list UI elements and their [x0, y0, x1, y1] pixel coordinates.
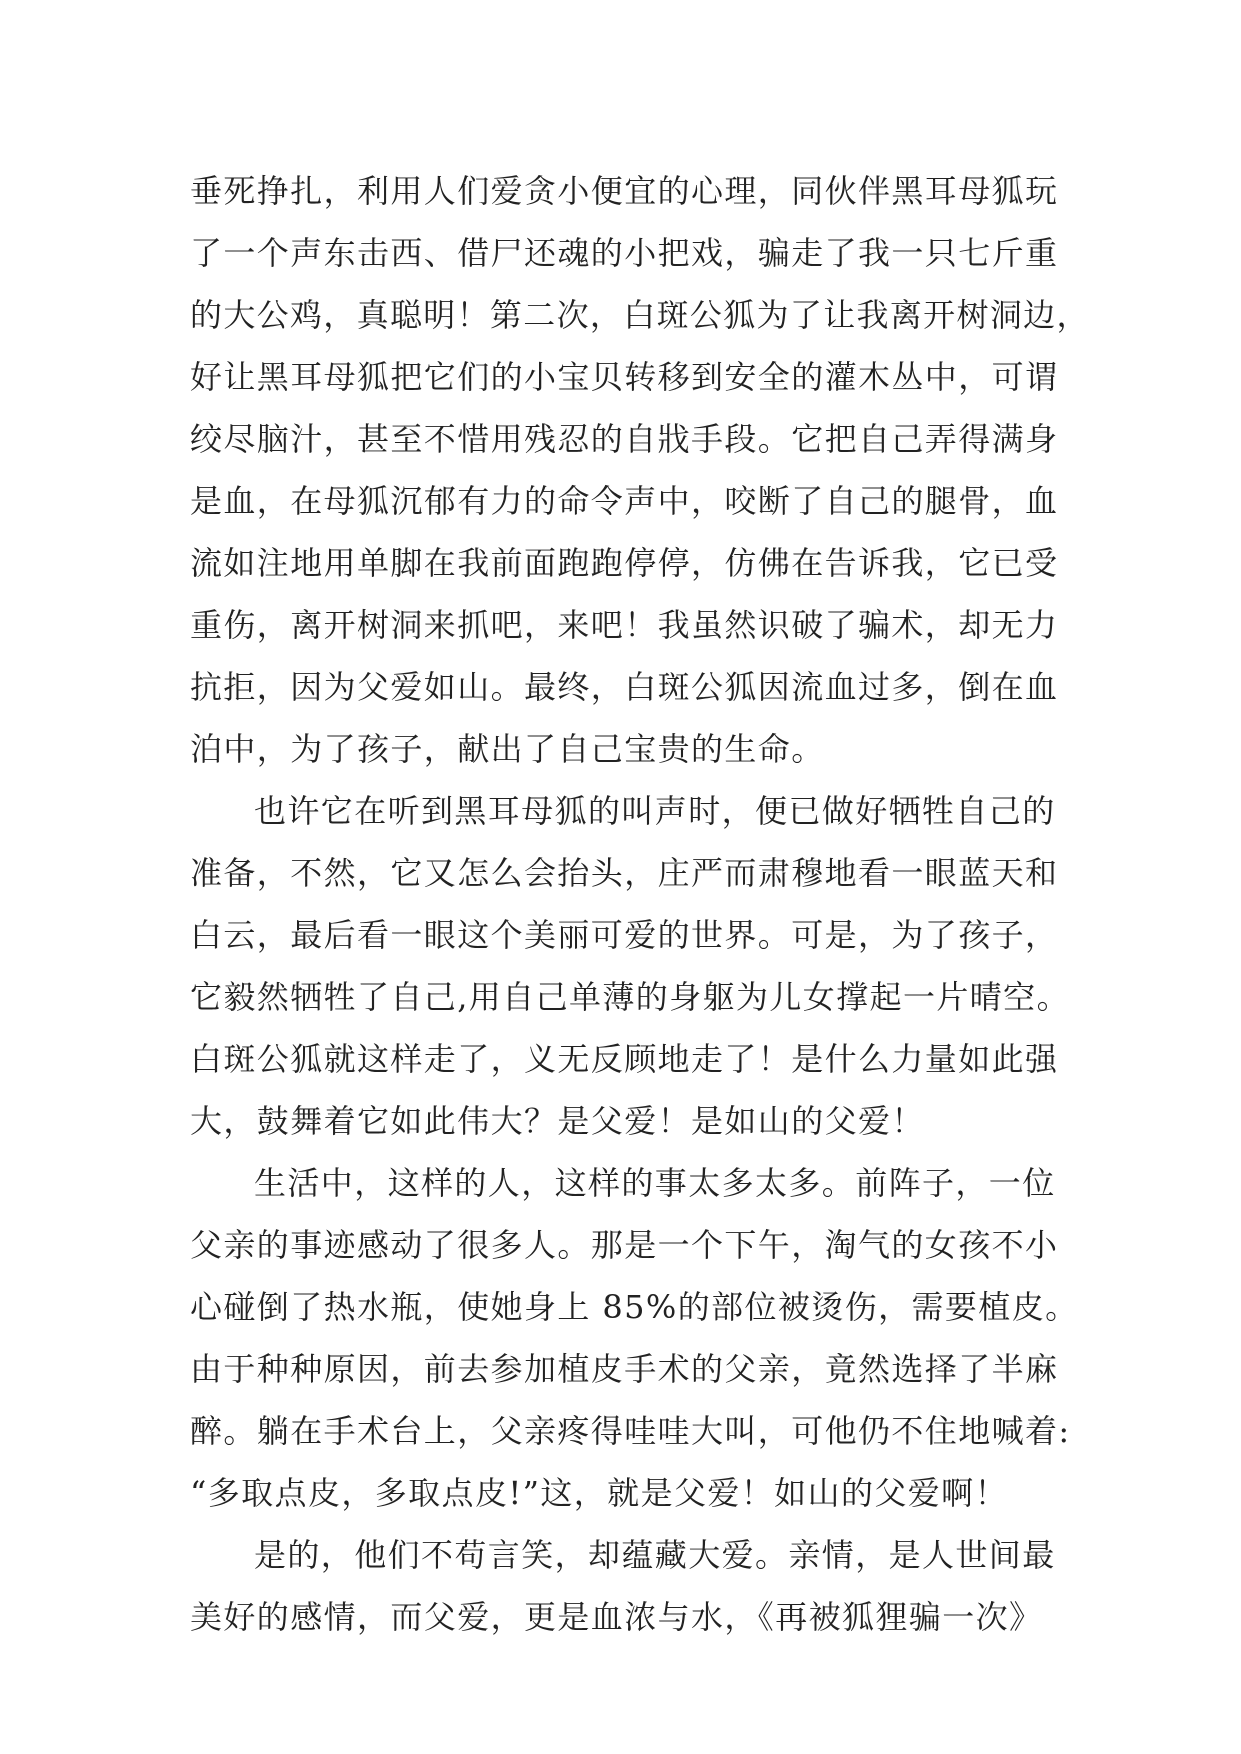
text-line: 绞尽脑汁，甚至不惜用残忍的自戕手段。它把自己弄得满身	[190, 420, 1059, 458]
text-line: 抗拒，因为父爱如山。最终，白斑公狐因流血过多，倒在血	[190, 668, 1059, 706]
text-line: 的大公鸡，真聪明！第二次，白斑公狐为了让我离开树洞边，	[190, 296, 1090, 334]
text-line: 白斑公狐就这样走了，义无反顾地走了！是什么力量如此强	[190, 1040, 1059, 1078]
text-line: “多取点皮，多取点皮!”这，就是父爱！如山的父爱啊！	[190, 1474, 1008, 1512]
text-line: 心碰倒了热水瓶，使她身上 85%的部位被烫伤，需要植皮。	[190, 1288, 1079, 1326]
text-line: 醉。躺在手术台上，父亲疼得哇哇大叫，可他仍不住地喊着:	[190, 1412, 1071, 1450]
text-line: 泊中，为了孩子，献出了自己宝贵的生命。	[190, 730, 825, 768]
text-line: 好让黑耳母狐把它们的小宝贝转移到安全的灌木丛中，可谓	[190, 358, 1059, 396]
text-line: 大，鼓舞着它如此伟大？是父爱！是如山的父爱！	[190, 1102, 925, 1140]
text-line: 了一个声东击西、借尸还魂的小把戏，骗走了我一只七斤重	[190, 234, 1059, 272]
text-line: 流如注地用单脚在我前面跑跑停停，仿佛在告诉我，它已受	[190, 544, 1059, 582]
text-line: 白云，最后看一眼这个美丽可爱的世界。可是，为了孩子，	[190, 916, 1059, 954]
text-line: 是的，他们不苟言笑，却蕴藏大爱。亲情，是人世间最	[254, 1536, 1056, 1574]
text-line: 父亲的事迹感动了很多人。那是一个下午，淘气的女孩不小	[190, 1226, 1059, 1264]
text-line: 由于种种原因，前去参加植皮手术的父亲，竟然选择了半麻	[190, 1350, 1059, 1388]
text-line: 生活中，这样的人，这样的事太多太多。前阵子，一位	[254, 1164, 1056, 1202]
text-line: 美好的感情，而父爱，更是血浓与水，《再被狐狸骗一次》	[190, 1598, 1043, 1636]
text-line: 重伤，离开树洞来抓吧，来吧！我虽然识破了骗术，却无力	[190, 606, 1059, 644]
text-line: 也许它在听到黑耳母狐的叫声时，便已做好牺牲自己的	[254, 792, 1056, 830]
text-line: 垂死挣扎，利用人们爱贪小便宜的心理，同伙伴黑耳母狐玩	[190, 172, 1059, 210]
text-line: 是血，在母狐沉郁有力的命令声中，咬断了自己的腿骨，血	[190, 482, 1059, 520]
body-text	[190, 160, 1090, 1648]
text-line: 准备，不然，它又怎么会抬头，庄严而肃穆地看一眼蓝天和	[190, 854, 1059, 892]
text-line: 它毅然牺牲了自己,用自己单薄的身躯为儿女撑起一片晴空。	[190, 978, 1070, 1016]
